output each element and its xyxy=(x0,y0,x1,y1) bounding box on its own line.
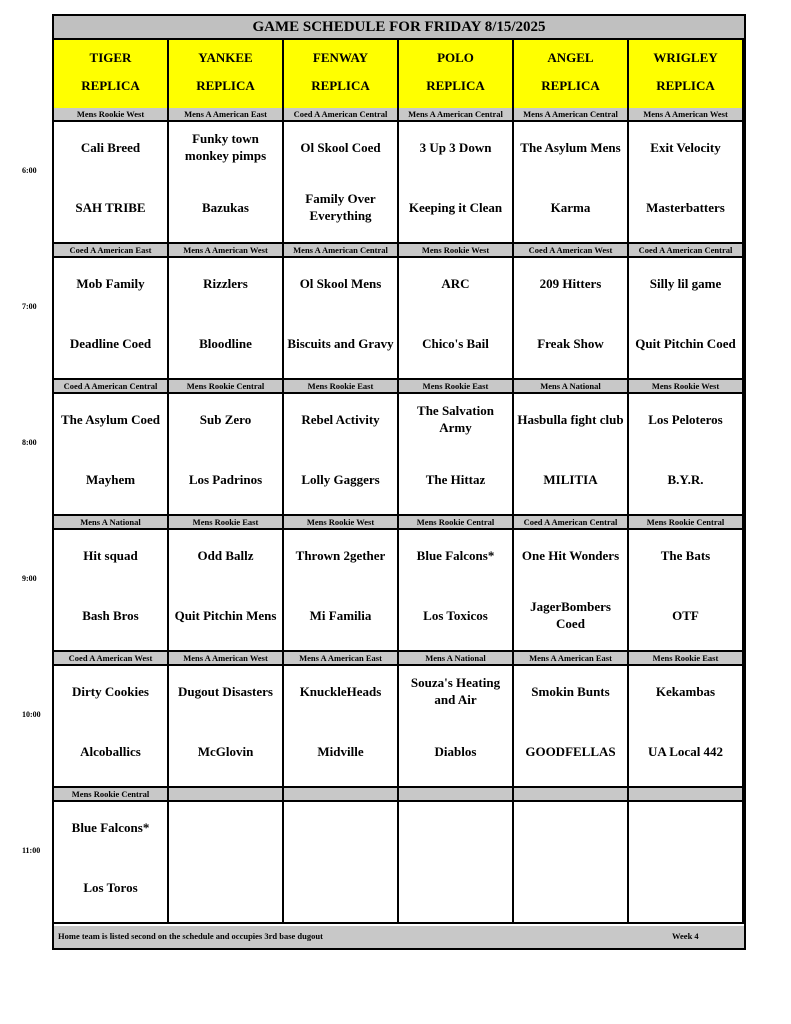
game-cell xyxy=(399,802,514,924)
game-cell xyxy=(169,258,284,380)
away-team: The Bats xyxy=(660,547,711,563)
game-cell xyxy=(629,666,744,788)
division-label: Mens A National xyxy=(514,380,629,394)
field-subtitle: REPLICA xyxy=(81,78,140,93)
field-name: FENWAY xyxy=(312,50,369,65)
away-team: Cali Breed xyxy=(80,139,141,155)
game-cell xyxy=(54,530,169,652)
away-team: Hasbulla fight club xyxy=(517,411,624,427)
division-label: Mens A American East xyxy=(284,652,399,666)
game-cell xyxy=(629,802,744,924)
division-label: Mens A American West xyxy=(169,244,284,258)
game-cell xyxy=(169,802,284,924)
away-team xyxy=(631,810,740,844)
time-slot-label: 8:00 xyxy=(22,438,37,447)
division-label: Coed A American Central xyxy=(629,244,744,258)
home-team: Los Padrinos xyxy=(188,471,263,487)
division-label: Mens Rookie East xyxy=(169,516,284,530)
away-team: Blue Falcons* xyxy=(416,547,495,563)
away-team: The Salvation Army xyxy=(417,403,494,435)
away-team: Dugout Disasters xyxy=(178,683,273,699)
game-cell xyxy=(514,530,629,652)
away-team: Blue Falcons* xyxy=(71,819,150,835)
home-team: Deadline Coed xyxy=(69,335,152,351)
home-team: Mayhem xyxy=(85,471,136,487)
away-team xyxy=(516,810,625,844)
division-label: Mens A American Central xyxy=(514,108,629,122)
home-team: Bash Bros xyxy=(82,607,139,623)
away-team: Ol Skool Coed xyxy=(300,139,381,155)
division-label xyxy=(514,788,629,802)
home-team: Biscuits and Gravy xyxy=(287,335,394,351)
home-team: MILITIA xyxy=(543,471,598,487)
field-name: ANGEL xyxy=(547,50,594,65)
away-team: KnuckleHeads xyxy=(299,683,382,699)
week-label: Week 4 xyxy=(672,931,699,941)
division-label: Mens A American Central xyxy=(284,244,399,258)
home-team xyxy=(401,870,510,904)
division-label: Coed A American Central xyxy=(514,516,629,530)
division-label: Mens A American West xyxy=(169,652,284,666)
away-team: Smokin Bunts xyxy=(531,683,610,699)
time-slot-label: 11:00 xyxy=(22,846,41,855)
away-team xyxy=(286,810,395,844)
away-team: Rebel Activity xyxy=(301,411,380,427)
away-team xyxy=(171,810,280,844)
division-label: Mens Rookie East xyxy=(629,652,744,666)
game-cell xyxy=(629,530,744,652)
division-label: Mens Rookie Central xyxy=(399,516,514,530)
home-team: Quit Pitchin Mens xyxy=(174,607,277,623)
division-label xyxy=(399,788,514,802)
away-team: Funky town monkey pimps xyxy=(184,131,267,163)
home-team: Keeping it Clean xyxy=(408,199,503,215)
away-team: One Hit Wonders xyxy=(521,547,620,563)
away-team: Dirty Cookies xyxy=(72,683,149,699)
division-label: Mens A American Central xyxy=(399,108,514,122)
away-team: Souza's Heating and Air xyxy=(410,675,501,707)
field-subtitle: REPLICA xyxy=(541,78,600,93)
division-label: Mens Rookie West xyxy=(629,380,744,394)
field-subtitle: REPLICA xyxy=(426,78,485,93)
division-label xyxy=(629,788,744,802)
home-team xyxy=(171,870,280,904)
home-team: GOODFELLAS xyxy=(525,743,616,759)
game-cell xyxy=(629,258,744,380)
away-team: The Asylum Mens xyxy=(520,139,621,155)
game-cell xyxy=(54,666,169,788)
time-slot-label: 9:00 xyxy=(22,574,37,583)
division-label: Coed A American Central xyxy=(54,380,169,394)
division-label: Mens A National xyxy=(54,516,169,530)
schedule-table xyxy=(52,14,746,950)
away-team xyxy=(401,810,510,844)
game-cell xyxy=(284,258,399,380)
game-cell xyxy=(629,122,744,244)
field-name: TIGER xyxy=(89,50,132,65)
game-cell xyxy=(629,394,744,516)
field-name: POLO xyxy=(437,50,474,65)
home-team: JagerBombers Coed xyxy=(530,599,611,631)
home-team: Diablos xyxy=(434,743,477,759)
home-team: Bazukas xyxy=(202,199,249,215)
game-cell xyxy=(54,258,169,380)
home-team: The Hittaz xyxy=(425,471,486,487)
time-slot-label: 6:00 xyxy=(22,166,37,175)
game-cell xyxy=(169,666,284,788)
field-subtitle: REPLICA xyxy=(311,78,370,93)
division-label xyxy=(284,788,399,802)
game-cell xyxy=(399,530,514,652)
game-cell xyxy=(284,530,399,652)
game-cell xyxy=(54,122,169,244)
field-name: YANKEE xyxy=(198,50,253,65)
away-team: Rizzlers xyxy=(203,275,248,291)
game-cell xyxy=(169,394,284,516)
away-team: Kekambas xyxy=(655,683,716,699)
home-team: OTF xyxy=(672,607,699,623)
game-cell xyxy=(169,530,284,652)
game-cell xyxy=(284,666,399,788)
home-team: Family Over Everything xyxy=(305,191,376,223)
division-label: Mens A American East xyxy=(514,652,629,666)
field-subtitle: REPLICA xyxy=(196,78,255,93)
game-cell xyxy=(514,802,629,924)
away-team: Los Peloteros xyxy=(648,411,723,427)
home-team: Los Toros xyxy=(83,879,138,895)
home-team: SAH TRIBE xyxy=(75,199,146,215)
home-team: McGlovin xyxy=(197,743,254,759)
away-team: Ol Skool Mens xyxy=(299,275,382,291)
division-label: Coed A American West xyxy=(514,244,629,258)
home-team xyxy=(516,870,625,904)
game-cell xyxy=(399,666,514,788)
game-cell xyxy=(54,394,169,516)
game-cell xyxy=(514,258,629,380)
home-team: Masterbatters xyxy=(646,199,725,215)
game-cell xyxy=(514,666,629,788)
schedule-title: GAME SCHEDULE FOR FRIDAY 8/15/2025 xyxy=(54,16,744,40)
division-label: Coed A American Central xyxy=(284,108,399,122)
game-cell xyxy=(284,122,399,244)
home-team: B.Y.R. xyxy=(667,471,704,487)
division-label: Mens Rookie Central xyxy=(629,516,744,530)
footer-note: Home team is listed second on the schedule and occupies 3rd base dugout xyxy=(58,931,323,941)
field-subtitle: REPLICA xyxy=(656,78,715,93)
game-cell xyxy=(54,802,169,924)
home-team: Midville xyxy=(317,743,364,759)
away-team: Exit Velocity xyxy=(650,139,721,155)
division-label: Mens Rookie East xyxy=(399,380,514,394)
division-label: Mens A American East xyxy=(169,108,284,122)
home-team: Alcoballics xyxy=(80,743,141,759)
game-cell xyxy=(514,122,629,244)
away-team: Silly lil game xyxy=(649,275,722,291)
away-team: 3 Up 3 Down xyxy=(419,139,492,155)
division-label: Mens A National xyxy=(399,652,514,666)
game-cell xyxy=(284,802,399,924)
division-label: Mens A American West xyxy=(629,108,744,122)
away-team: The Asylum Coed xyxy=(61,411,160,427)
home-team: Chico's Bail xyxy=(422,335,489,351)
division-label xyxy=(169,788,284,802)
division-label: Mens Rookie West xyxy=(399,244,514,258)
away-team: Sub Zero xyxy=(199,411,252,427)
home-team: Mi Familia xyxy=(309,607,372,623)
away-team: Odd Ballz xyxy=(197,547,254,563)
division-label: Mens Rookie East xyxy=(284,380,399,394)
away-team: Thrown 2gether xyxy=(295,547,386,563)
division-label: Mens Rookie West xyxy=(54,108,169,122)
schedule-footer xyxy=(54,926,744,948)
game-cell xyxy=(284,394,399,516)
away-team: Hit squad xyxy=(83,547,138,563)
time-slot-label: 7:00 xyxy=(22,302,37,311)
away-team: ARC xyxy=(441,275,470,291)
home-team: Karma xyxy=(550,199,591,215)
home-team xyxy=(286,870,395,904)
away-team: 209 Hitters xyxy=(539,275,602,291)
division-label: Mens Rookie West xyxy=(284,516,399,530)
home-team: UA Local 442 xyxy=(647,743,724,759)
game-cell xyxy=(399,122,514,244)
division-label: Coed A American East xyxy=(54,244,169,258)
game-cell xyxy=(399,258,514,380)
game-cell xyxy=(514,394,629,516)
home-team: Lolly Gaggers xyxy=(301,471,380,487)
division-label: Mens Rookie Central xyxy=(169,380,284,394)
game-cell xyxy=(169,122,284,244)
home-team xyxy=(631,870,740,904)
time-slot-label: 10:00 xyxy=(22,710,41,719)
division-label: Coed A American West xyxy=(54,652,169,666)
home-team: Freak Show xyxy=(537,335,604,351)
away-team: Mob Family xyxy=(76,275,145,291)
game-cell xyxy=(399,394,514,516)
home-team: Bloodline xyxy=(199,335,252,351)
home-team: Quit Pitchin Coed xyxy=(635,335,736,351)
division-label: Mens Rookie Central xyxy=(54,788,169,802)
home-team: Los Toxicos xyxy=(423,607,488,623)
field-name: WRIGLEY xyxy=(653,50,718,65)
